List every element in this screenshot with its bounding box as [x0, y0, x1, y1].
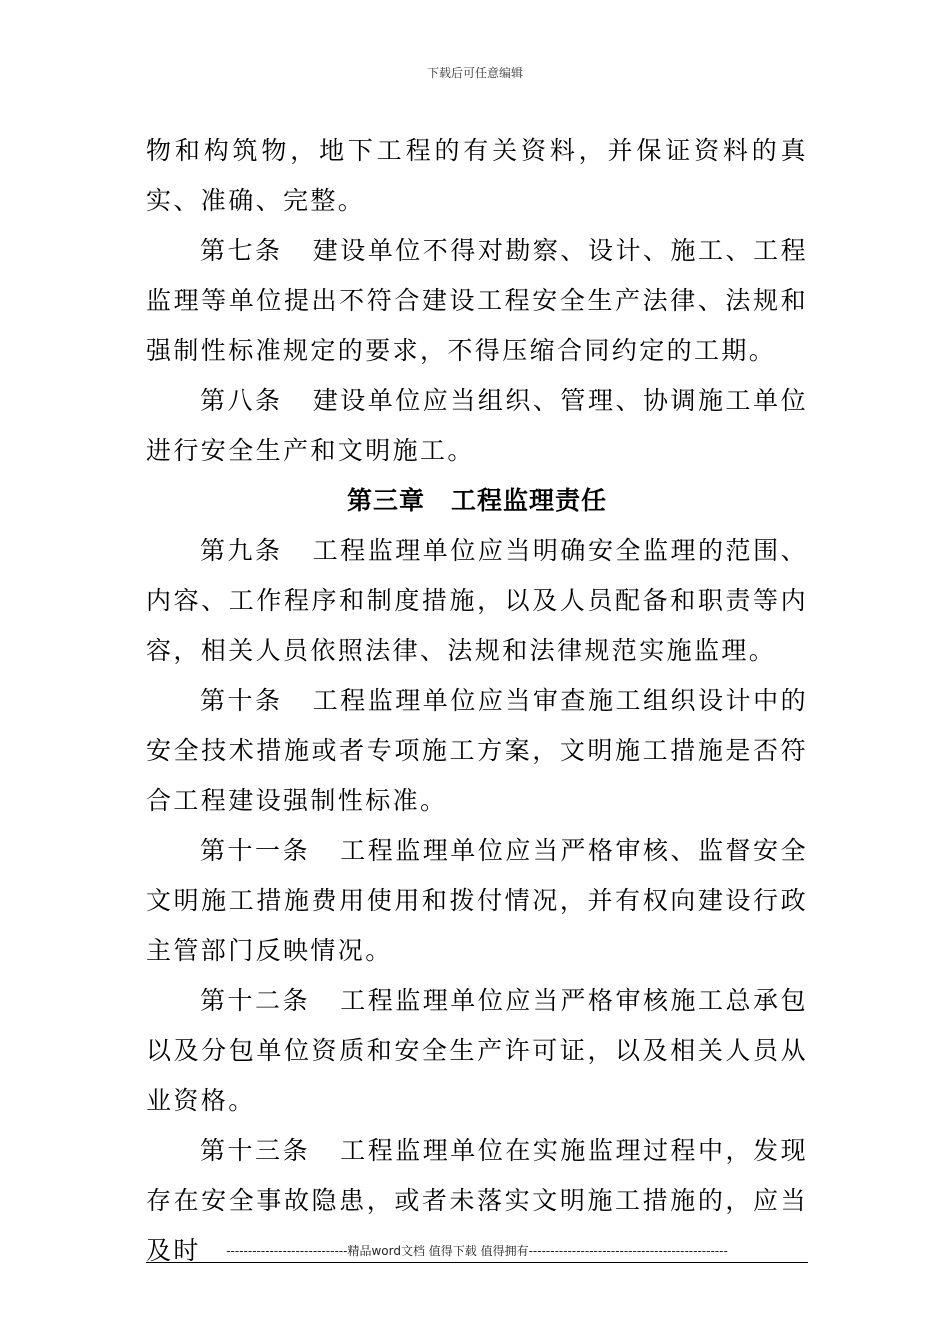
article-7 [146, 226, 808, 376]
article-11 [146, 826, 808, 976]
article-12-label: 第十二条 [200, 986, 311, 1015]
chapter-heading [146, 476, 808, 526]
article-13-text: 工程监理单位在实施监理过程中，发现存在安全事故隐患，或者未落实文明施工措施的，应当及时 [146, 1136, 808, 1265]
page-header: 下载后可任意编辑 [426, 66, 523, 80]
article-12-text: 工程监理单位应当严格审核施工总承包以及分包单位资质和安全生产许可证，以及相关人员从业资格。 [146, 986, 808, 1115]
article-11-text: 工程监理单位应当严格审核、监督安全文明施工措施费用使用和拨付情况，并有权向建设行政主管部门反映情况。 [146, 836, 808, 965]
article-13-label: 第十三条 [200, 1136, 311, 1165]
footer-divider [146, 1262, 808, 1263]
article-11-label: 第十一条 [200, 836, 311, 865]
chapter-title: 工程监理责任 [451, 486, 608, 515]
chapter-label: 第三章 [346, 486, 425, 515]
paragraph-continuation: 物和构筑物，地下工程的有关资料，并保证资料的真实、准确、完整。 [146, 136, 808, 215]
article-8 [146, 376, 808, 476]
article-8-label: 第八条 [200, 386, 283, 415]
article-9 [146, 526, 808, 676]
article-12 [146, 976, 808, 1126]
article-10-label: 第十条 [200, 686, 283, 715]
article-9-label: 第九条 [200, 536, 283, 565]
document-body [146, 126, 808, 1276]
article-10-text: 工程监理单位应当审查施工组织设计中的安全技术措施或者专项施工方案，文明施工措施是否符合工程建设强制性标准。 [146, 686, 809, 815]
article-7-text: 建设单位不得对勘察、设计、施工、工程监理等单位提出不符合建设工程安全生产法律、法规和强制性标准规定的要求，不得压缩合同约定的工期。 [146, 236, 809, 365]
article-10 [146, 676, 808, 826]
article-9-text: 工程监理单位应当明确安全监理的范围、内容、工作程序和制度措施，以及人员配备和职责等内容，相关人员依照法律、法规和法律规范实施监理。 [146, 536, 809, 665]
page-footer: ----------------------------精品word文档 值得下载 值得拥有---------------------------------------------- [226, 1244, 728, 1258]
article-8-text: 建设单位应当组织、管理、协调施工单位进行安全生产和文明施工。 [146, 386, 809, 465]
article-7-label: 第七条 [200, 236, 283, 265]
